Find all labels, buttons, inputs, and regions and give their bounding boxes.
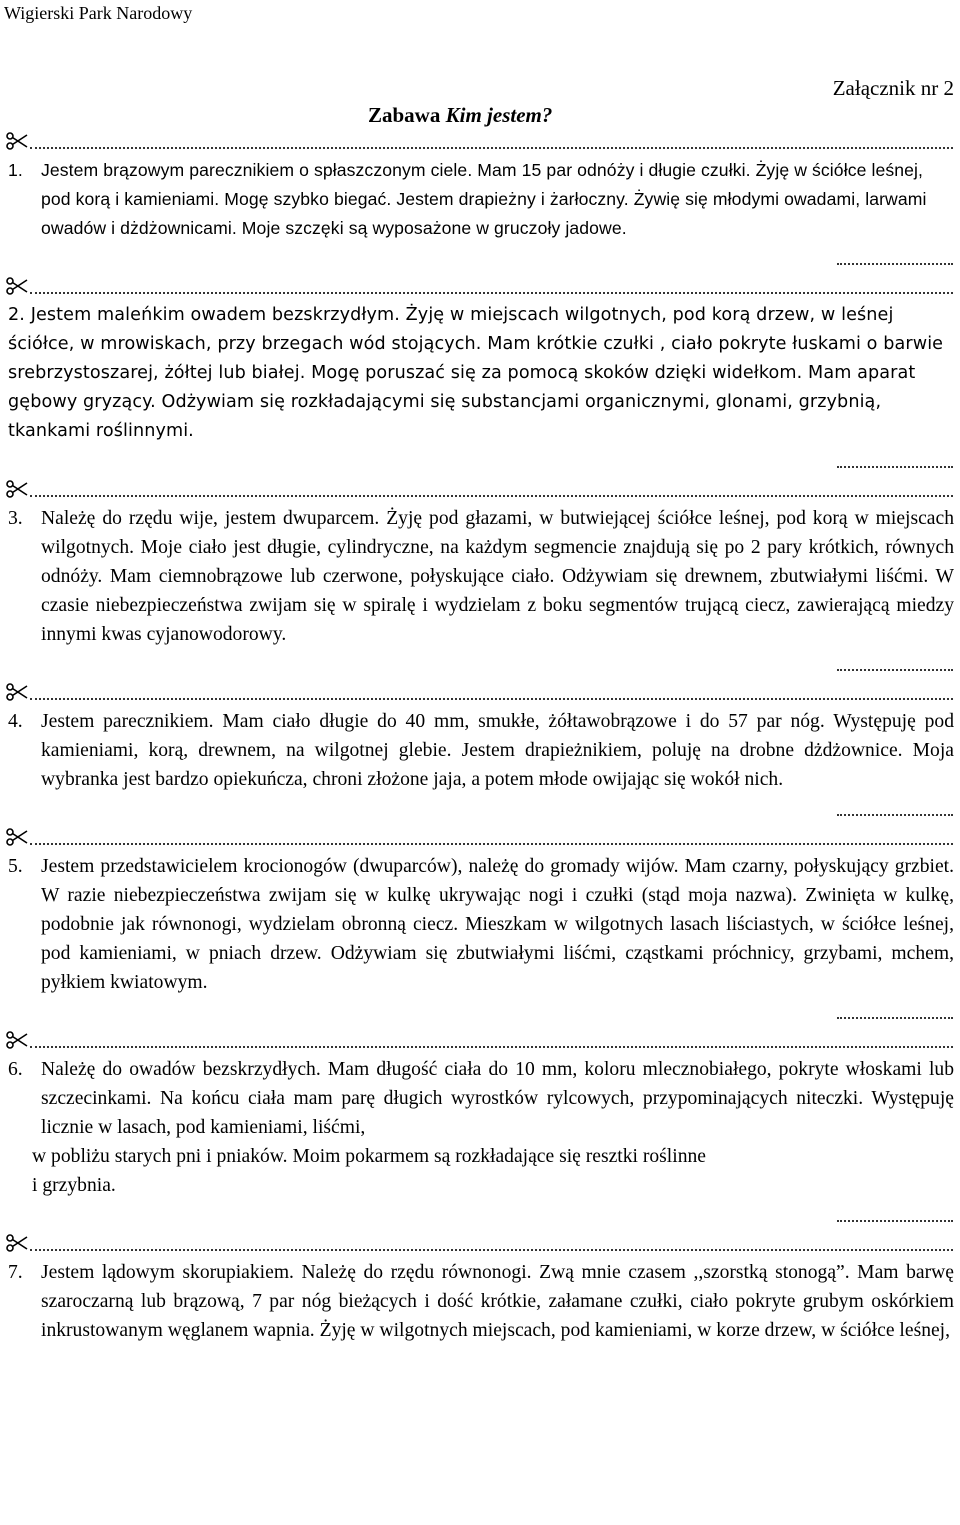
dotted-line bbox=[30, 292, 953, 294]
item-text: Jestem przedstawicielem krocionogów (dwuparców), należę do gromady wijów. Mam czarny, połyskujący grzbiet. W razie niebezpieczeństwa zwijam się w kulkę ukrywając nogi i czułki (stąd moja nazwa). Zwinięta w kulkę, podobnie jak równonogi, wydzielam obronną ciecz. Mieszkam w wilgotnych lasach liściastych, w ściółce leśnej, pod kamieniami, w pniach drzew. Odżywiam się zbutwiałymi liśćmi, cząstkami próchnicy, grzybami, mchem, pyłkiem kwiatowym. bbox=[41, 856, 954, 993]
answer-line bbox=[0, 243, 960, 272]
riddle-item bbox=[0, 1055, 960, 1142]
item-number: 4. bbox=[8, 711, 23, 732]
item-text: Jestem brązowym parecznikiem o spłaszczonym ciele. Mam 15 par odnóży i długie czułki. Żyję w ściółce leśnej, pod korą i kamieniami. Mogę szybko biegać. Jestem drapieżny i żarłoczny. Żywię się młodymi owadami, larwami owadów i dżdżownicami. Moje szczęki są wyposażone w gruczoły jadowe. bbox=[41, 160, 927, 238]
item-text: Jestem parecznikiem. Mam ciało długie do 40 mm, smukłe, żółtawobrązowe i do 57 par nóg. Występuję pod kamieniami, korą, drewnem, na wilgotnej glebie. Jestem drapieżnikiem, poluję na drobne dżdżownice. Moja wybranka jest bardzo opiekuńcza, chroni złożone jaja, a potem młode owijając się wokół nich. bbox=[41, 711, 954, 790]
cut-line bbox=[0, 1026, 960, 1055]
scissors-icon bbox=[6, 682, 28, 702]
item-text-continued: w pobliżu starych pni i pniaków. Moim pokarmem są rozkładające się resztki roślinne bbox=[32, 1146, 706, 1167]
answer-line bbox=[0, 446, 960, 475]
scissors-icon bbox=[6, 131, 28, 151]
scissors-icon bbox=[6, 1233, 28, 1253]
dotted-line bbox=[30, 147, 953, 149]
item-text: Należę do rzędu wije, jestem dwuparcem. Żyję pod głazami, w butwiejącej ściółce leśnej, pod korą w miejscach wilgotnych. Moje ciało jest długie, cylindryczne, na każdym segmencie znajdują się po 2 pary krótkich, równych odnóży. Mam ciemnobrązowe lub czerwone, połyskujące ciało. Odżywiam się drewnem, zbutwiałymi liśćmi. W czasie niebezpieczeństwa zwijam się w spiralę i wydzielam z boku segmentów trującą ciecz, zawierającą miedzy innymi kwas cyjanowodorowy. bbox=[41, 508, 954, 645]
cut-line bbox=[0, 127, 960, 156]
site-header: Wigierski Park Narodowy bbox=[4, 3, 193, 23]
dotted-line bbox=[30, 1249, 953, 1251]
title-italic: Kim jestem? bbox=[445, 103, 553, 127]
cut-line bbox=[0, 823, 960, 852]
answer-line bbox=[0, 997, 960, 1026]
scissors-icon bbox=[6, 827, 28, 847]
item-number: 3. bbox=[8, 508, 23, 529]
dotted-line bbox=[30, 698, 953, 700]
cut-line bbox=[0, 678, 960, 707]
riddle-item bbox=[0, 707, 960, 794]
dotted-line bbox=[30, 1046, 953, 1048]
item-number: 7. bbox=[8, 1262, 23, 1283]
annex-label: Załącznik nr 2 bbox=[832, 76, 954, 100]
item-number: 5. bbox=[8, 856, 23, 877]
scissors-icon bbox=[6, 1030, 28, 1050]
item-number: 6. bbox=[8, 1059, 23, 1080]
answer-line bbox=[0, 794, 960, 823]
scissors-icon bbox=[6, 479, 28, 499]
riddle-item bbox=[0, 504, 960, 649]
document-body bbox=[0, 127, 960, 1345]
riddle-item bbox=[0, 301, 960, 446]
page-title bbox=[368, 101, 552, 129]
item-number: 2. bbox=[8, 305, 25, 325]
cut-line bbox=[0, 1229, 960, 1258]
riddle-item bbox=[0, 852, 960, 997]
item-text: Należę do owadów bezskrzydłych. Mam długość ciała do 10 mm, koloru mlecznobiałego, pokryte włoskami lub szczecinkami. Na końcu ciała mam parę długich wyrostków rylcowych, przypominających niteczki. Występuję licznie w lasach, pod kamieniami, liśćmi, bbox=[41, 1059, 954, 1138]
answer-line bbox=[0, 1200, 960, 1229]
item-text: Jestem lądowym skorupiakiem. Należę do rzędu równonogi. Zwą mnie czasem ,,szorstką stonogą”. Mam barwę szaroczarną lub brązową, 7 par nóg bieżących i dość krótkie, załamane czułki, ciało pokryte grubym oskórkiem inkrustowanym węglanem wapnia. Żyję w wilgotnych miejscach, pod kamieniami, w korze drzew, w ściółce leśnej, bbox=[41, 1262, 954, 1341]
riddle-item bbox=[0, 156, 960, 243]
cut-line bbox=[0, 475, 960, 504]
title-main: Zabawa bbox=[368, 103, 446, 127]
item-number: 1. bbox=[8, 160, 23, 180]
dotted-line bbox=[30, 495, 953, 497]
answer-line bbox=[0, 649, 960, 678]
scissors-icon bbox=[6, 276, 28, 296]
riddle-item bbox=[0, 1258, 960, 1345]
cut-line bbox=[0, 272, 960, 301]
item-text: Jestem maleńkim owadem bezskrzydłym. Żyję w miejscach wilgotnych, pod korą drzew, w leśnej ściółce, w mrowiskach, przy brzegach wód stojących. Mam krótkie czułki , ciało pokryte łuskami o barwie srebrzystoszarej, żółtej lub białej. Mogę poruszać się za pomocą skoków dzięki widełkom. Mam aparat gębowy gryzący. Odżywiam się rozkładającymi się substancjami organicznymi, glonami, grzybnią, tkankami roślinnymi. bbox=[8, 305, 944, 441]
dotted-line bbox=[30, 843, 953, 845]
item-text-continued: i grzybnia. bbox=[32, 1175, 116, 1196]
